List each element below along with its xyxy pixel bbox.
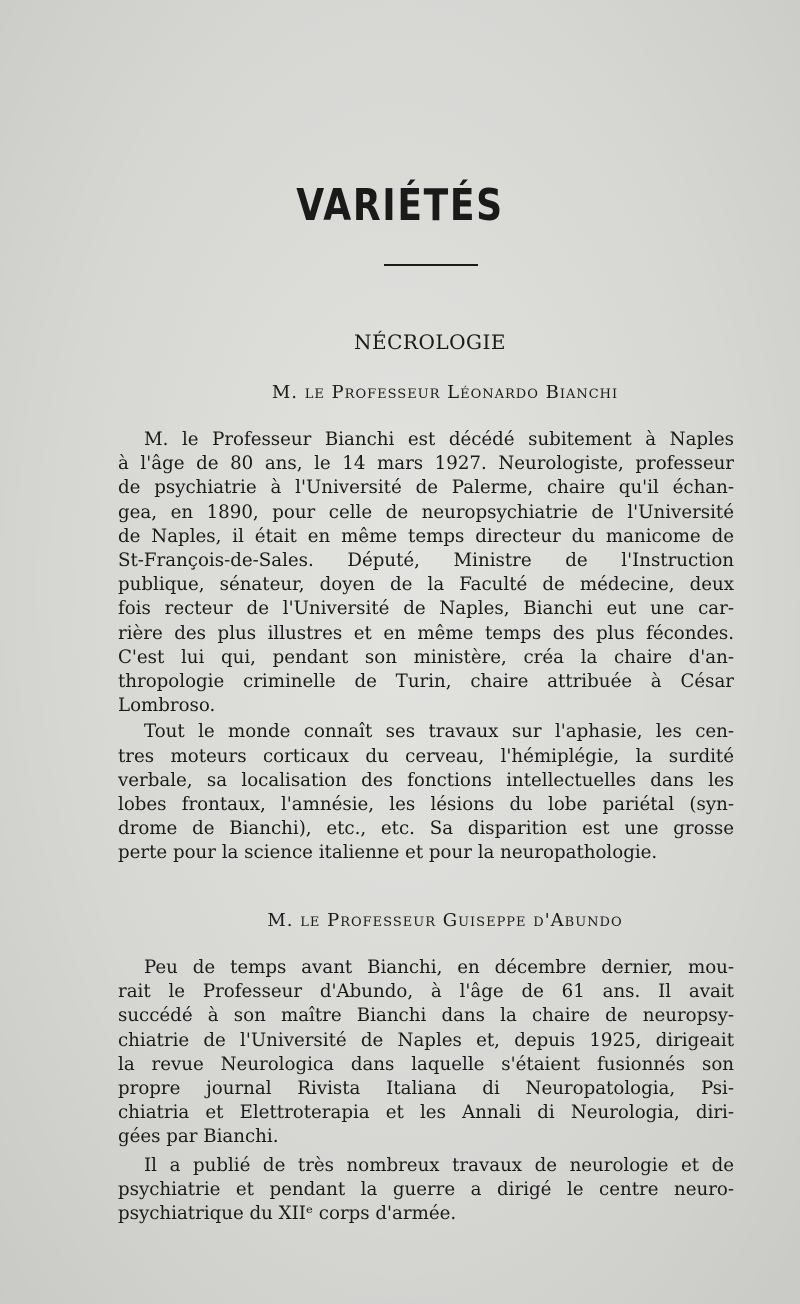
paragraph [118,428,734,718]
text-line: verbale, sa localisation des fonctions intellectuelles dans les [118,769,734,791]
text-line: psychiatrie et pendant la guerre a dirigé le centre neuro- [118,1178,734,1200]
text-line: la revue Neurologica dans laquelle s'étaient fusionnés son [118,1053,734,1075]
text-line: perte pour la science italienne et pour la neuropathologie. [118,842,658,864]
article-heading-abundo: M. le Professeur Guiseppe d'Abundo [267,910,623,931]
title-divider [384,264,478,266]
text-line: chiatrie de l'Université de Naples et, depuis 1925, dirigeait [118,1029,734,1051]
text-line: rière des plus illustres et en même temps des plus fécondes. [118,622,734,644]
text-line: tres moteurs corticaux du cerveau, l'hémiplégie, la surdité [118,745,734,767]
paragraph [118,720,734,865]
text-line: de Naples, il était en même temps directeur du manicome de [118,525,734,547]
text-line: succédé à son maître Bianchi dans la chaire de neuropsy- [118,1005,734,1027]
text-line: de psychiatrie à l'Université de Palerme, chaire qu'il échan- [118,477,734,499]
text-line: Lombroso. [118,695,216,717]
text-line: Il a publié de très nombreux travaux de neurologie et de [144,1154,734,1176]
text-line: publique, sénateur, doyen de la Faculté de médecine, deux [118,574,734,596]
text-line: psychiatrique du XIIᵉ corps d'armée. [118,1203,457,1225]
text-line: à l'âge de 80 ans, le 14 mars 1927. Neurologiste, professeur [118,453,734,475]
bleed-through-shadow [120,78,740,118]
text-line: lobes frontaux, l'amnésie, les lésions du lobe pariétal (syn- [118,794,734,816]
section-heading: NÉCROLOGIE [353,330,506,354]
text-line: drome de Bianchi), etc., etc. Sa disparition est une grosse [118,818,734,840]
article-body-abundo [118,956,734,1226]
text-line: propre journal Rivista Italiana di Neuropatologia, Psi- [118,1078,734,1100]
text-line: M. le Professeur Bianchi est décédé subitement à Naples [144,429,734,450]
text-line: gea, en 1890, pour celle de neuropsychiatrie de l'Université [118,501,734,523]
paragraph [118,956,734,1150]
text-line: fois recteur de l'Université de Naples, Bianchi eut une car- [118,598,734,620]
text-line: rait le Professeur d'Abundo, à l'âge de 61 ans. Il avait [118,981,734,1003]
text-line: St-François-de-Sales. Député, Ministre de l'Instruction [118,550,734,572]
text-line: thropologie criminelle de Turin, chaire attribuée à César [118,671,734,693]
text-line: gées par Bianchi. [118,1126,279,1148]
paragraph [118,1154,734,1227]
text-line: chiatria et Elettroterapia et les Annali di Neurologia, diri- [118,1102,734,1124]
article-body-bianchi [118,428,734,866]
text-line: Tout le monde connaît ses travaux sur l'aphasie, les cen- [144,721,734,743]
text-line: Peu de temps avant Bianchi, en décembre dernier, mou- [144,957,734,978]
text-line: C'est lui qui, pendant son ministère, créa la chaire d'an- [118,646,734,668]
page-title: VARIÉTÉS [296,180,504,231]
article-heading-bianchi: M. le Professeur Léonardo Bianchi [271,382,619,403]
